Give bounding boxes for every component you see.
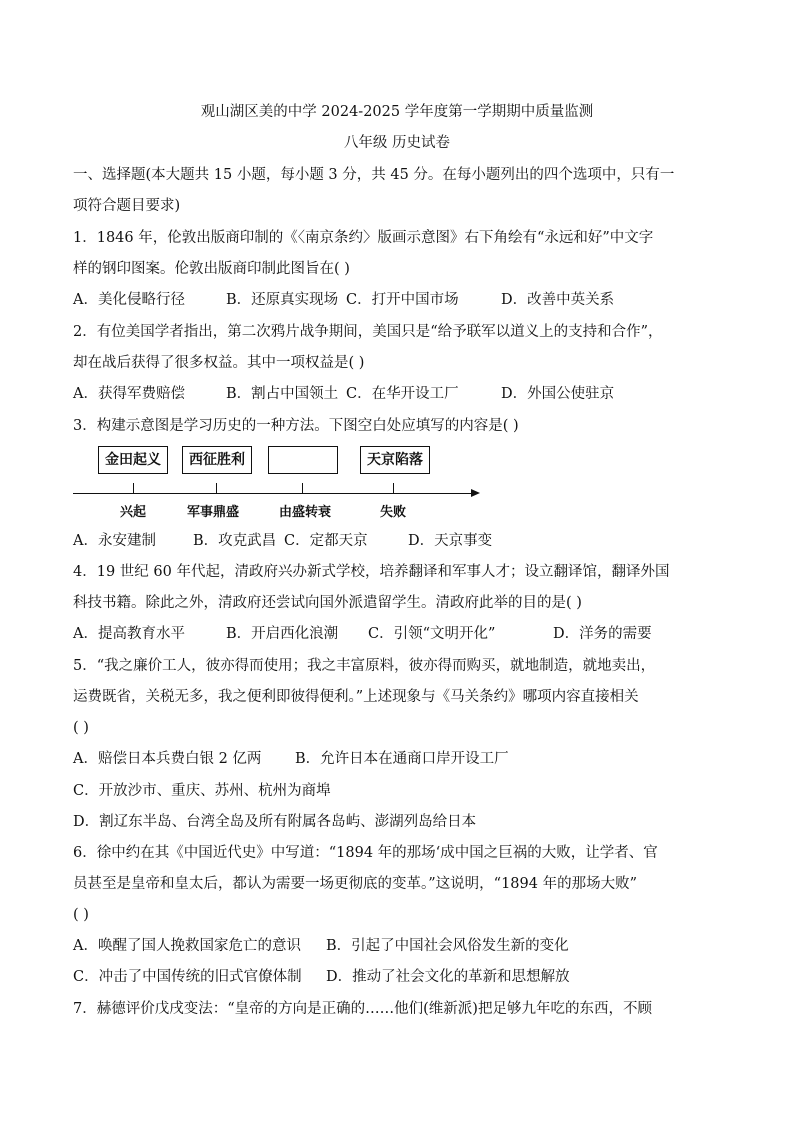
q4-option-b: B．开启西化浪潮 — [226, 626, 339, 642]
q2-stem-line2: 却在战后获得了很多权益。其中一项权益是( ) — [73, 355, 365, 371]
q4-option-c: C．引领“文明开化” — [368, 626, 496, 642]
diagram-tick-2 — [216, 483, 217, 493]
q6-option-d: D．推动了社会文化的革新和思想解放 — [326, 969, 570, 985]
q3-option-c: C．定都天京 — [284, 533, 368, 549]
q5-option-c: C．开放沙市、重庆、苏州、杭州为商埠 — [73, 783, 331, 799]
q7-stem-line1: 7．赫德评价戊戌变法：“皇帝的方向是正确的……他们(维新派)把足够九年吃的东西，不顾 — [73, 1001, 652, 1017]
q1-option-b: B．还原真实现场 — [226, 292, 339, 308]
q1-stem-line2: 样的钢印图案。伦敦出版商印制此图旨在( ) — [73, 261, 350, 277]
q5-stem-line1: 5．“我之廉价工人，彼亦得而使用；我之丰富原料，彼亦得而购买，就地制造，就地卖出， — [73, 658, 656, 674]
q6-option-a: A．唤醒了国人挽救国家危亡的意识 — [73, 938, 301, 954]
diagram-tick-4 — [393, 483, 394, 493]
diagram-tick-1 — [133, 483, 134, 493]
q3-option-b: B．攻克武昌 — [193, 533, 277, 549]
q5-stem-line3: ( ) — [73, 720, 89, 736]
q4-stem-line1: 4．19 世纪 60 年代起，清政府兴办新式学校，培养翻译和军事人才；设立翻译馆，翻译外国 — [73, 564, 670, 580]
q5-option-b: B．允许日本在通商口岸开设工厂 — [295, 751, 509, 767]
diagram-tick-3 — [302, 483, 303, 493]
q6-stem-line1: 6．徐中约在其《中国近代史》中写道：“1894 年的那场‘成中国之巨祸的大败，让学者、官 — [73, 845, 658, 861]
diagram-box-jintian: 金田起义 — [98, 446, 168, 474]
q4-stem-line2: 科技书籍。除此之外，清政府还尝试向国外派遣留学生。清政府此举的目的是( ) — [73, 595, 582, 611]
taiping-timeline-diagram — [73, 446, 483, 522]
diagram-axis — [73, 493, 473, 494]
diagram-arrow-icon — [471, 489, 480, 497]
q5-option-d: D．割辽东半岛、台湾全岛及所有附属各岛屿、澎湖列岛给日本 — [73, 814, 477, 830]
q1-options — [73, 290, 614, 310]
q2-option-d: D．外国公使驻京 — [501, 386, 615, 402]
q3-option-d: D．天京事变 — [408, 533, 493, 549]
exam-subtitle: 八年级 历史试卷 — [343, 135, 451, 151]
q1-option-d: D．改善中英关系 — [501, 292, 615, 308]
q6-option-b: B．引起了中国社会风俗发生新的变化 — [326, 938, 569, 954]
q3-option-a: A．永安建制 — [73, 533, 156, 549]
q6-stem-line2: 员甚至是皇帝和皇太后，都认为需要一场更彻底的变革。”这说明，“1894 年的那场大败” — [73, 876, 637, 892]
section-instructions-line2: 项符合题目要求) — [73, 198, 181, 214]
diagram-box-blank — [268, 446, 338, 474]
q1-option-c: C．打开中国市场 — [346, 292, 459, 308]
diagram-box-xizheng: 西征胜利 — [182, 446, 252, 474]
diagram-label-rise: 兴起 — [120, 505, 147, 520]
q6-options-row1 — [73, 936, 569, 956]
q6-stem-line3: ( ) — [73, 907, 89, 923]
diagram-label-decline: 由盛转衰 — [279, 505, 332, 520]
diagram-box-tianjing: 天京陷落 — [360, 446, 430, 474]
q3-options — [73, 531, 492, 551]
q2-stem-line1: 2．有位美国学者指出，第二次鸦片战争期间，美国只是“给予联军以道义上的支持和合作”， — [73, 324, 663, 340]
q6-option-c: C．冲击了中国传统的旧式官僚体制 — [73, 969, 302, 985]
q2-options — [73, 384, 614, 404]
q6-options-row2 — [73, 967, 570, 987]
diagram-label-peak: 军事鼎盛 — [187, 505, 240, 520]
diagram-label-fail: 失败 — [380, 505, 407, 520]
q4-options — [73, 624, 652, 644]
q4-option-d: D．洋务的需要 — [553, 626, 652, 642]
q5-options-row1 — [73, 749, 509, 769]
q4-option-a: A．提高教育水平 — [73, 626, 185, 642]
q1-option-a: A．美化侵略行径 — [73, 292, 185, 308]
q2-option-b: B．割占中国领土 — [226, 386, 339, 402]
q1-stem-line1: 1．1846 年，伦敦出版商印制的《〈南京条约〉版画示意图》右下角绘有“永远和好”中文字 — [73, 230, 654, 246]
q2-option-c: C．在华开设工厂 — [346, 386, 459, 402]
q5-stem-line2: 运费既省，关税无多，我之便利即彼得便利。”上述现象与《马关条约》哪项内容直接相关 — [73, 689, 639, 705]
section-instructions-line1: 一、选择题(本大题共 15 小题，每小题 3 分，共 45 分。在每小题列出的四个选项中，只有一 — [73, 167, 675, 183]
q3-stem: 3．构建示意图是学习历史的一种方法。下图空白处应填写的内容是( ) — [73, 418, 519, 434]
q2-option-a: A．获得军费赔偿 — [73, 386, 185, 402]
exam-title: 观山湖区美的中学 2024-2025 学年度第一学期期中质量监测 — [200, 104, 594, 120]
q5-option-a: A．赔偿日本兵费白银 2 亿两 — [73, 751, 262, 767]
